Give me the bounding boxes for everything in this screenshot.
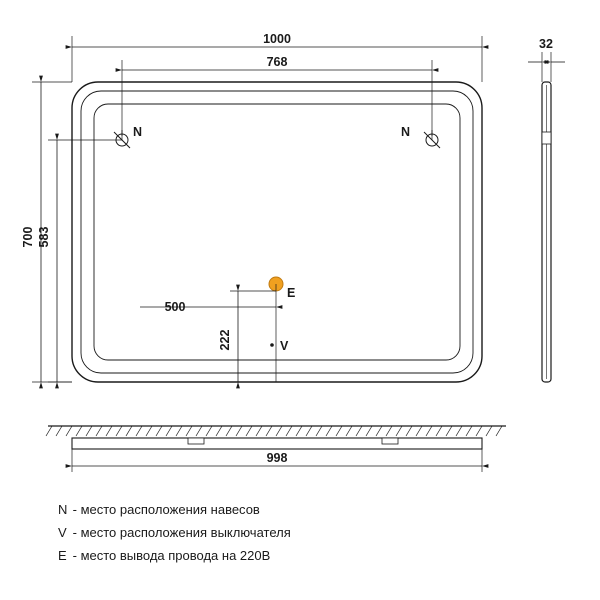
dim-label-top-mount-span: 768 <box>266 55 288 69</box>
dim-label-hanger-height: 583 <box>37 226 51 248</box>
marker-label-hanger-right: N <box>400 125 410 139</box>
dim-label-side-thickness: 32 <box>539 37 553 51</box>
dim-label-overall-height: 700 <box>21 226 35 248</box>
legend-item-switch <box>58 521 478 544</box>
dim-label-socket-offset-y: 222 <box>218 329 232 351</box>
dim-socket-offset-y <box>230 291 276 382</box>
legend-text-v: - место расположения выключателя <box>72 525 291 540</box>
legend-key-e: E <box>58 548 67 563</box>
legend-text-e: - место вывода провода на 220В <box>72 548 271 563</box>
legend-item-hangers <box>58 498 478 521</box>
legend-text-n: - место расположения навесов <box>72 502 260 517</box>
dim-label-bottom-width: 998 <box>266 451 288 465</box>
marker-label-socket: E <box>287 286 296 300</box>
marker-label-hanger-left: N <box>133 125 143 139</box>
legend-key-v: V <box>58 525 67 540</box>
legend-key-n: N <box>58 502 68 517</box>
legend <box>58 498 478 567</box>
mirror-side-view <box>528 52 565 382</box>
bottom-view <box>46 426 506 472</box>
legend-item-socket <box>58 544 478 567</box>
dim-label-socket-offset-x: 500 <box>164 300 186 314</box>
mirror-glass-edge <box>94 104 460 360</box>
dim-label-overall-width: 1000 <box>263 32 291 46</box>
dim-socket-offset-x <box>140 284 276 382</box>
marker-label-switch: V <box>280 339 289 353</box>
switch-marker <box>270 343 274 347</box>
